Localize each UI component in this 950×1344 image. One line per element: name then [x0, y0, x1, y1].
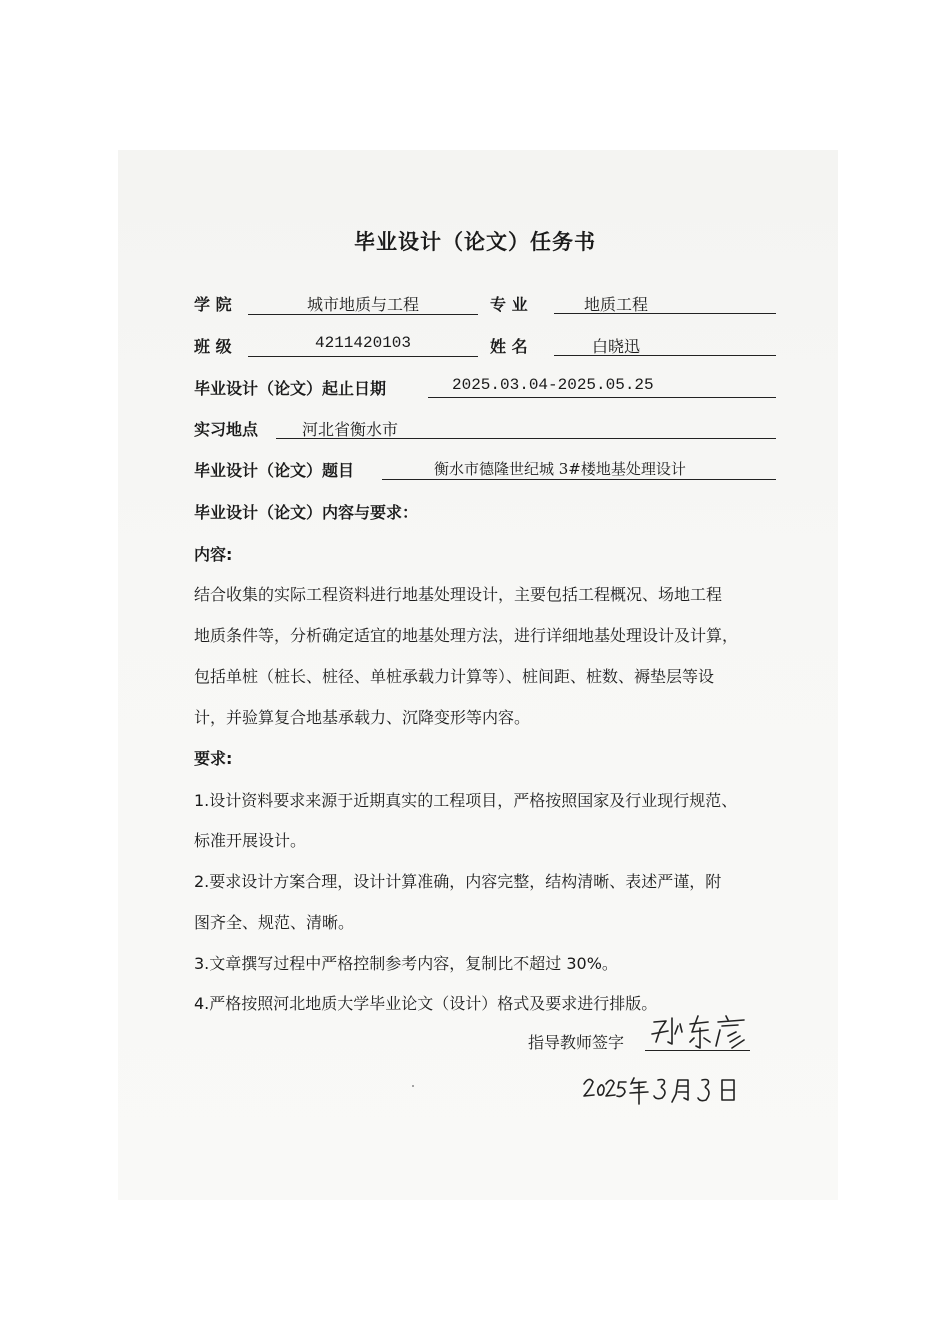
- class-value: 4211420103: [248, 334, 478, 357]
- content-line: 地质条件等，分析确定适宜的地基处理方法，进行详细地基处理设计及计算，: [194, 626, 739, 645]
- topic-label: 毕业设计（论文）题目: [194, 461, 355, 480]
- name-value: 白晓迅: [554, 334, 776, 356]
- content-line: 计，并验算复合地基承载力、沉降变形等内容。: [194, 708, 531, 727]
- class-label: 班 级: [194, 337, 232, 356]
- requirement-line: 4.严格按照河北地质大学毕业论文（设计）格式及要求进行排版。: [194, 994, 658, 1013]
- handwritten-signature: [648, 1012, 758, 1054]
- requirements-heading: 要求:: [194, 749, 233, 768]
- content-line: 结合收集的实际工程资料进行地基处理设计，主要包括工程概况、场地工程: [194, 585, 723, 604]
- scan-speck: [412, 1085, 414, 1087]
- row-class-name: [194, 334, 794, 360]
- document-title: 毕业设计（论文）任务书: [354, 230, 596, 254]
- content-heading: 内容:: [194, 545, 233, 564]
- major-label: 专 业: [490, 295, 528, 314]
- internship-value: 河北省衡水市: [276, 417, 776, 439]
- content-req-label: 毕业设计（论文）内容与要求：: [194, 503, 419, 522]
- row-college-major: [194, 292, 794, 318]
- requirement-line: 3.文章撰写过程中严格控制参考内容，复制比不超过 30%。: [194, 954, 618, 973]
- requirement-line: 1.设计资料要求来源于近期真实的工程项目，严格按照国家及行业现行规范、: [194, 791, 738, 810]
- row-content-req: [194, 500, 794, 526]
- handwritten-date: [582, 1072, 752, 1110]
- requirement-line: 图齐全、规范、清晰。: [194, 913, 355, 932]
- content-line: 包括单桩（桩长、桩径、单桩承载力计算等）、桩间距、桩数、褥垫层等设: [194, 667, 715, 686]
- name-label: 姓 名: [490, 337, 528, 356]
- college-value: 城市地质与工程: [248, 292, 478, 315]
- major-value: 地质工程: [554, 292, 776, 314]
- dates-label: 毕业设计（论文）起止日期: [194, 379, 387, 398]
- dates-value: 2025.03.04-2025.05.25: [428, 376, 776, 398]
- internship-label: 实习地点: [194, 420, 259, 439]
- row-internship: [194, 417, 794, 443]
- row-topic: [194, 458, 794, 484]
- requirement-line: 2.要求设计方案合理，设计计算准确，内容完整，结构清晰、表述严谨，附: [194, 872, 722, 891]
- requirement-line: 标准开展设计。: [194, 831, 307, 850]
- topic-value: 衡水市德隆世纪城 3#楼地基处理设计: [382, 458, 776, 480]
- row-dates: [194, 376, 794, 402]
- college-label: 学 院: [194, 295, 232, 314]
- advisor-signature-label: 指导教师签字: [528, 1033, 625, 1052]
